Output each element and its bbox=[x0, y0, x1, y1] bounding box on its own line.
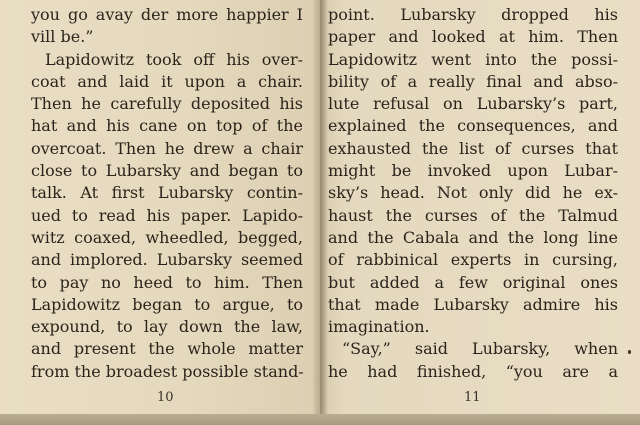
text-line: close to Lubarsky and began to bbox=[31, 161, 303, 181]
text-line: witz coaxed, wheedled, begged, bbox=[31, 227, 303, 247]
text-line: you go avay der more happier I bbox=[31, 5, 303, 24]
text-line: Lapidowitz began to argue, to bbox=[31, 294, 303, 314]
ink-speck bbox=[628, 350, 631, 354]
right-page-text bbox=[328, 4, 618, 383]
text-line: from the broadest possible stand- bbox=[31, 361, 304, 381]
text-line: sky’s head. Not only did he ex- bbox=[328, 183, 618, 203]
text-line: but added a few original ones bbox=[328, 272, 618, 292]
text-line: and the Cabala and the long line bbox=[328, 227, 618, 247]
text-line: vill be.” bbox=[31, 27, 94, 47]
text-line: “Say,” said Lubarsky, when bbox=[342, 339, 618, 359]
text-line: and present the whole matter bbox=[31, 339, 303, 359]
text-line: he had finished, “you are a bbox=[328, 361, 618, 381]
text-line: paper and looked at him. Then bbox=[328, 27, 618, 47]
left-page bbox=[0, 0, 318, 418]
book-gutter bbox=[312, 0, 328, 418]
text-line: Then he carefully deposited his bbox=[31, 94, 303, 114]
text-line: expound, to lay down the law, bbox=[31, 317, 303, 337]
left-page-text bbox=[31, 4, 303, 383]
text-line: talk. At first Lubarsky contin- bbox=[31, 183, 303, 203]
right-page bbox=[320, 0, 640, 418]
page-edge bbox=[0, 414, 640, 425]
text-line: and implored. Lubarsky seemed bbox=[31, 250, 303, 270]
text-line: that made Lubarsky admire his bbox=[328, 294, 618, 314]
text-line: hat and his cane on top of the bbox=[31, 116, 303, 136]
text-line: lute refusal on Lubarsky’s part, bbox=[328, 94, 618, 114]
text-line: exhausted the list of curses that bbox=[328, 138, 618, 158]
text-line: imagination. bbox=[328, 317, 430, 337]
text-line: point. Lubarsky dropped his bbox=[328, 5, 618, 24]
text-line: coat and laid it upon a chair. bbox=[31, 71, 303, 91]
text-line: explained the consequences, and bbox=[328, 116, 618, 136]
text-line: to pay no heed to him. Then bbox=[31, 272, 303, 292]
text-line: of rabbinical experts in cursing, bbox=[328, 250, 618, 270]
text-line: Lapidowitz went into the possi- bbox=[328, 49, 618, 69]
text-line: might be invoked upon Lubar- bbox=[328, 161, 618, 181]
text-line: bility of a really final and abso- bbox=[328, 71, 618, 91]
text-line: ued to read his paper. Lapido- bbox=[31, 205, 303, 225]
text-line: Lapidowitz took off his over- bbox=[45, 49, 303, 69]
page-number-left: 10 bbox=[157, 390, 174, 405]
text-line: haust the curses of the Talmud bbox=[328, 205, 618, 225]
text-line: overcoat. Then he drew a chair bbox=[31, 138, 303, 158]
page-number-right: 11 bbox=[464, 390, 481, 405]
